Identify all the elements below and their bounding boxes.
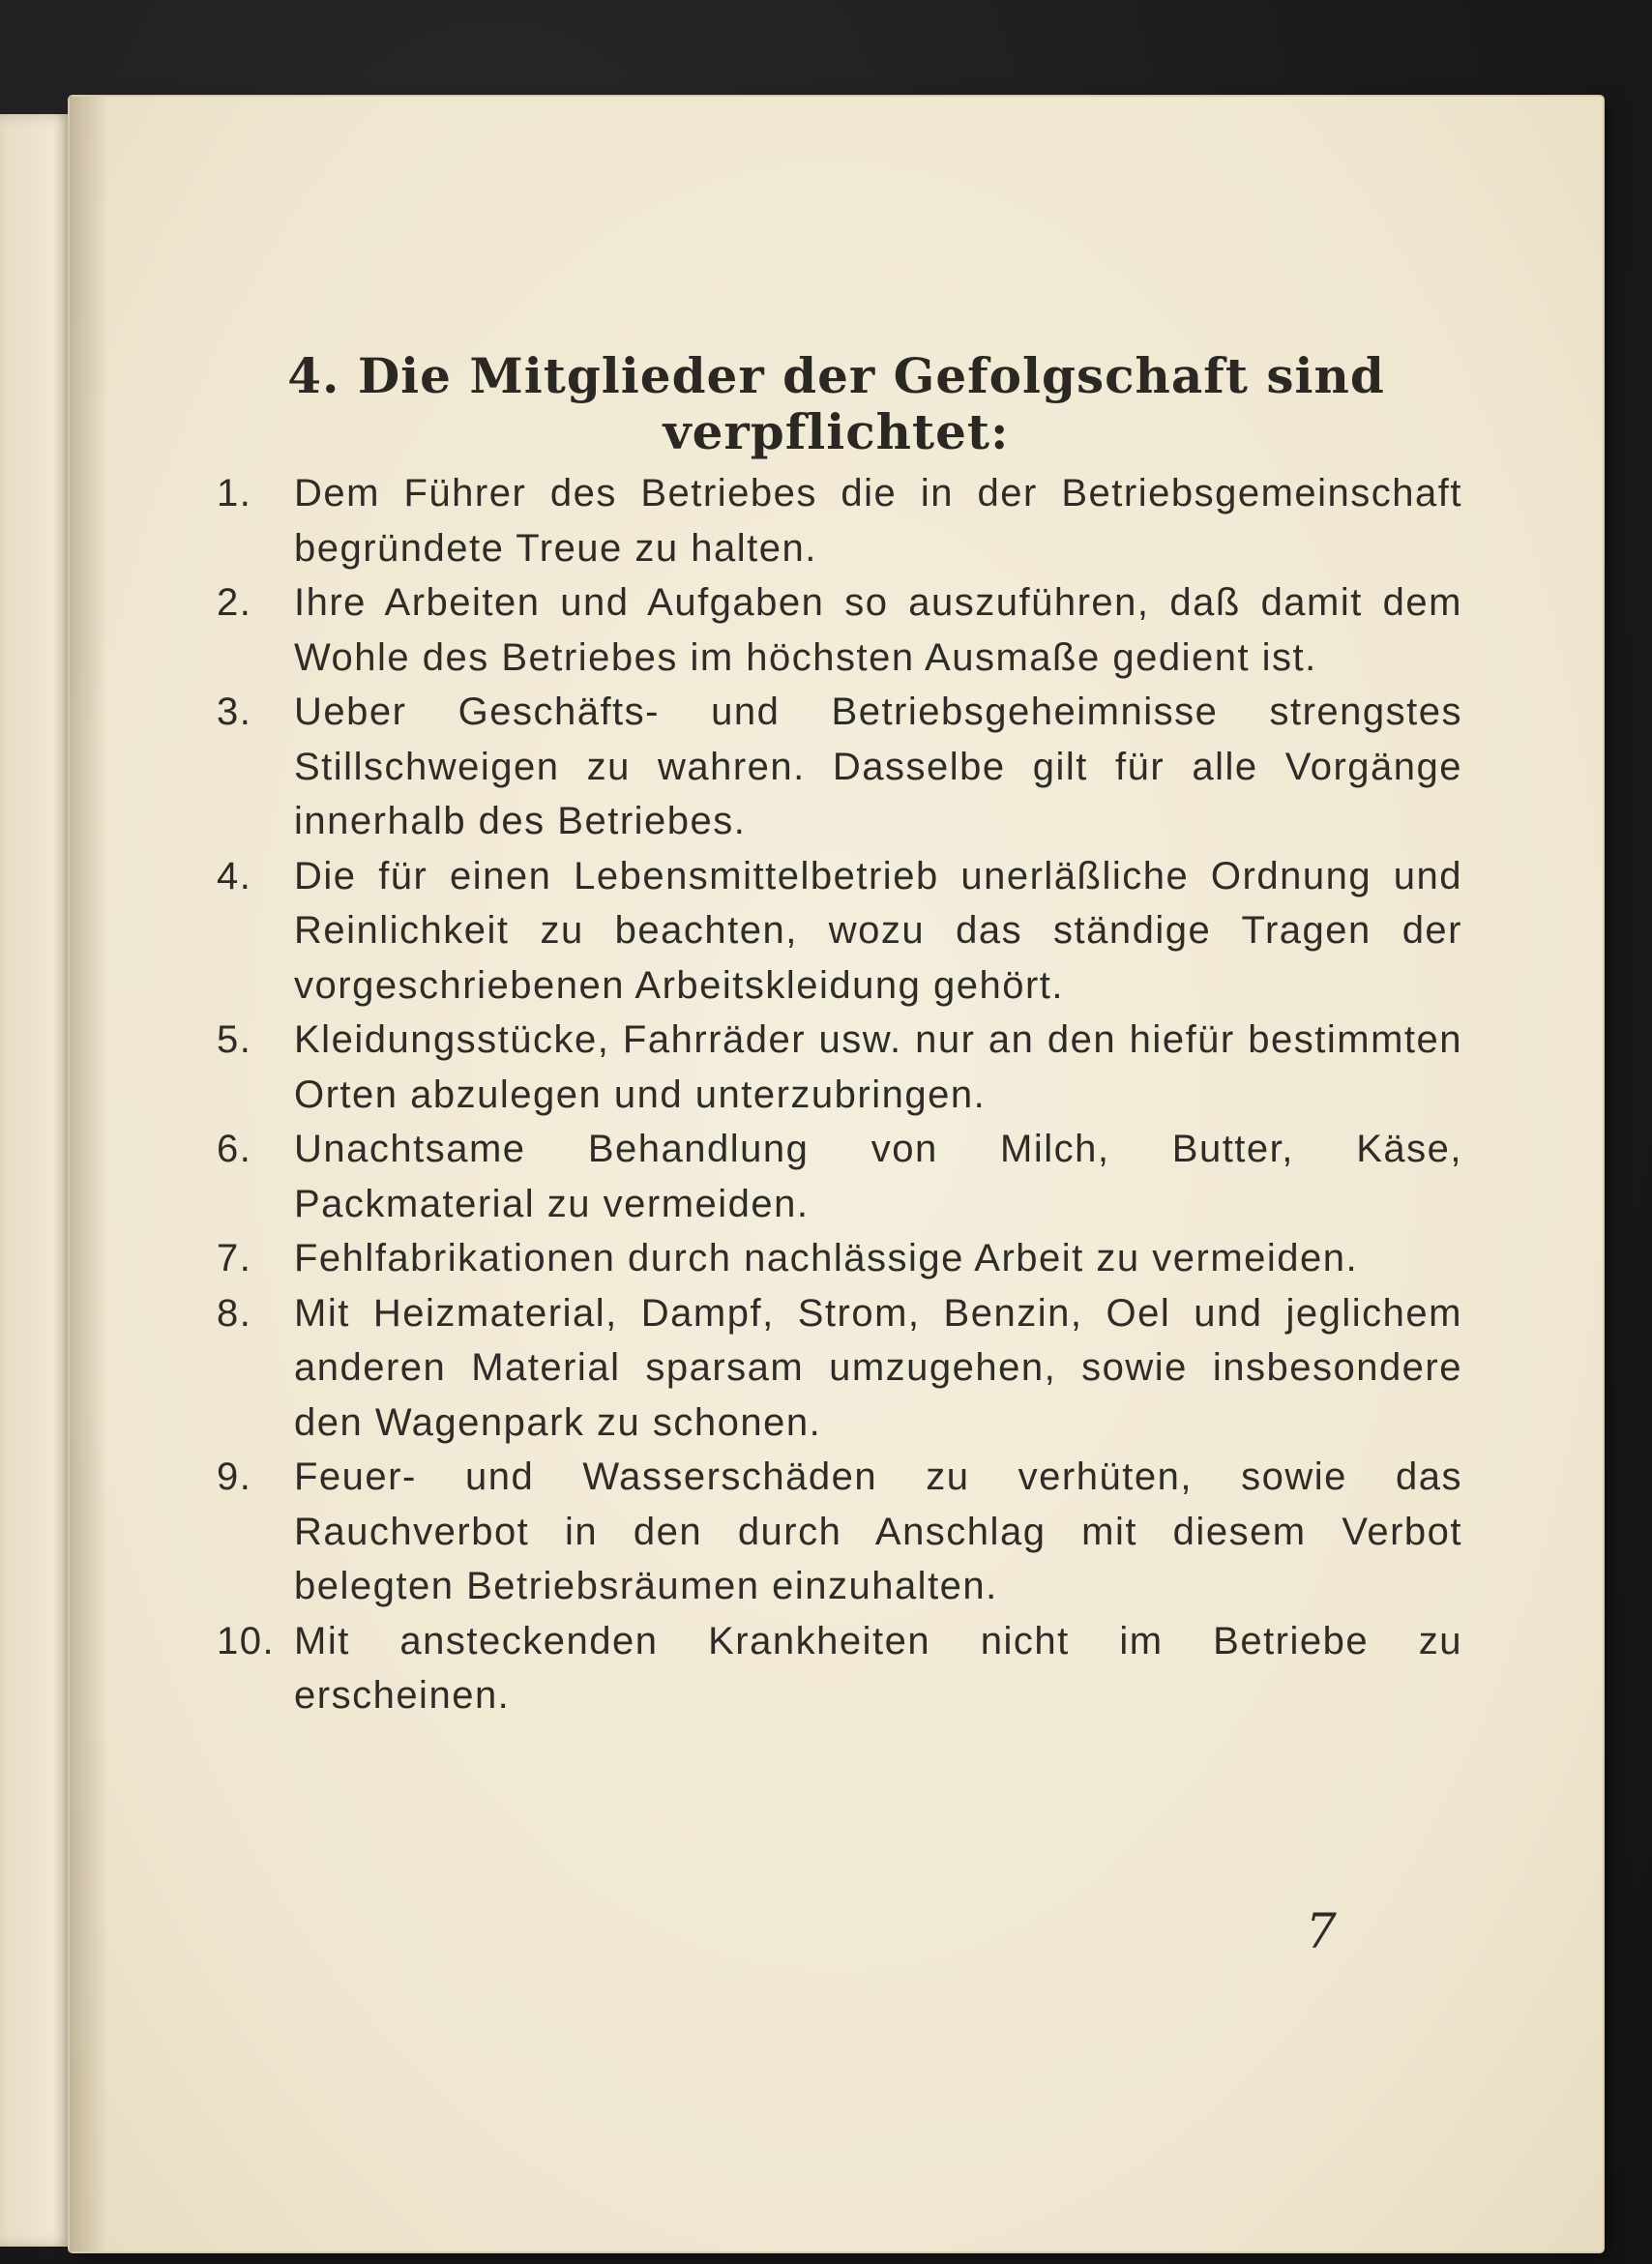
item-number: 10. (217, 1619, 276, 1662)
list-item (217, 685, 1462, 849)
item-text: Die für einen Lebensmittelbetrieb unerläßliche Ordnung und Reinlichkeit zu beachten, wozu das ständige Tragen der vorgeschriebenen Arbeitskleidung gehört. (294, 854, 1462, 1007)
section-heading (70, 348, 1603, 460)
heading-line-1: 4. Die Mitglieder der Gefolgschaft sind (287, 347, 1385, 404)
list-item (217, 1231, 1462, 1286)
item-text: Ihre Arbeiten und Aufgaben so auszuführen, daß damit dem Wohle des Betriebes im höchsten Ausmaße gedient ist. (294, 581, 1462, 679)
list-item (217, 849, 1462, 1014)
list-item (217, 1122, 1462, 1231)
item-number: 2. (217, 581, 252, 624)
list-item (217, 1286, 1462, 1451)
item-number: 4. (217, 854, 252, 897)
list-item (217, 1450, 1462, 1614)
item-text: Fehlfabrikationen durch nachlässige Arbeit zu vermeiden. (294, 1237, 1359, 1279)
book-page (70, 97, 1603, 2251)
previous-page-edge (0, 114, 77, 2247)
item-number: 9. (217, 1455, 252, 1498)
list-item (217, 1013, 1462, 1122)
item-text: Feuer- und Wasserschäden zu verhüten, sowie das Rauchverbot in den durch Anschlag mit diesem Verbot belegten Betriebsräumen einzuhalten. (294, 1455, 1462, 1607)
item-text: Mit ansteckenden Krankheiten nicht im Betriebe zu erscheinen. (294, 1619, 1462, 1717)
item-number: 6. (217, 1128, 252, 1170)
item-text: Kleidungsstücke, Fahrräder usw. nur an den hiefür bestimmten Orten abzulegen und unterzubringen. (294, 1018, 1462, 1116)
list-item (217, 575, 1462, 685)
page-number: 7 (1306, 1903, 1337, 1959)
item-number: 3. (217, 691, 252, 733)
item-text: Unachtsame Behandlung von Milch, Butter, Käse, Packmaterial zu vermeiden. (294, 1128, 1462, 1225)
item-text: Ueber Geschäfts- und Betriebsgeheimnisse strengstes Stillschweigen zu wahren. Dasselbe gilt für alle Vorgänge innerhalb des Betriebes. (294, 691, 1462, 842)
item-text: Dem Führer des Betriebes die in der Betriebsgemeinschaft begründete Treue zu halten. (294, 472, 1462, 570)
item-number: 1. (217, 472, 252, 515)
list-item (217, 1614, 1462, 1723)
item-number: 5. (217, 1018, 252, 1061)
list-item (217, 466, 1462, 575)
obligations-list (217, 466, 1462, 1723)
item-text: Mit Heizmaterial, Dampf, Strom, Benzin, Oel und jeglichem anderen Material sparsam umzugehen, sowie insbesondere den Wagenpark zu schonen. (294, 1291, 1462, 1444)
item-number: 8. (217, 1291, 252, 1335)
heading-line-2: verpflichtet: (663, 403, 1010, 460)
item-number: 7. (217, 1237, 252, 1279)
